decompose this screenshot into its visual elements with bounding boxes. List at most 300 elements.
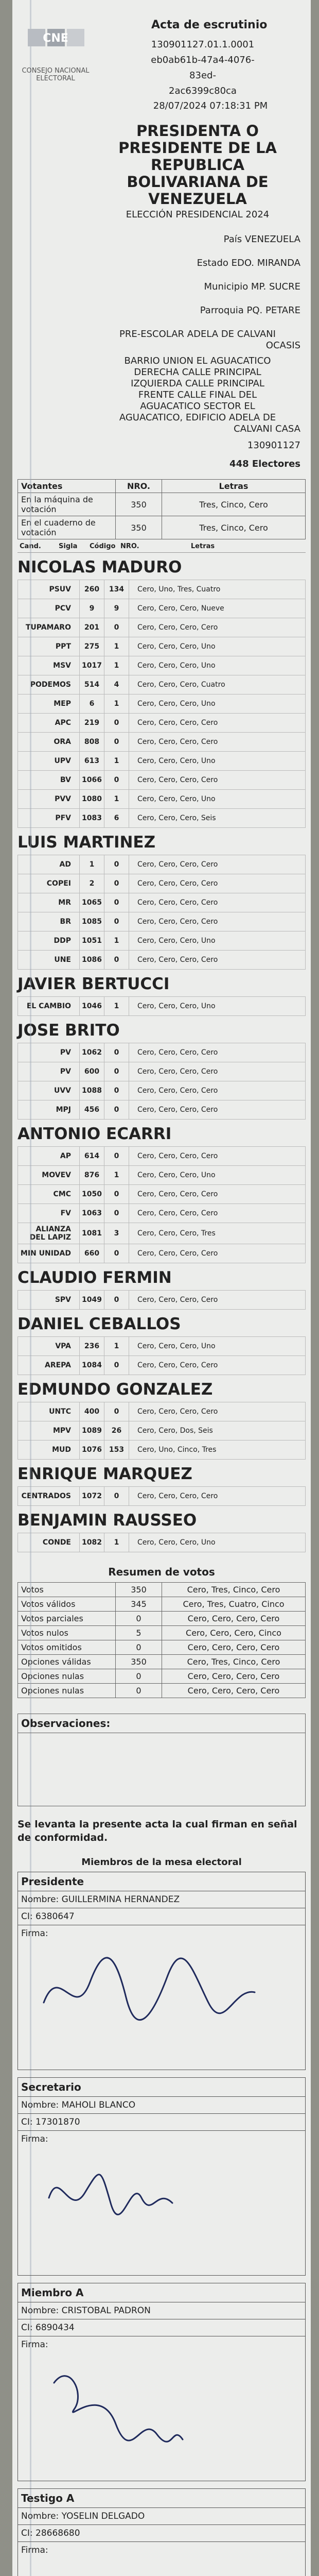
codigo-cell: 2 [80, 874, 104, 893]
resumen-label: Opciones válidas [18, 1655, 116, 1669]
letras-cell: Cero, Cero, Cero, Uno [129, 931, 306, 951]
codigo-cell: 1084 [80, 1356, 104, 1375]
codigo-cell: 660 [80, 1244, 104, 1263]
table-row [18, 912, 306, 931]
sigla-cell: UNTC [18, 1402, 80, 1421]
letras-cell: Cero, Cero, Cero, Cero [129, 1356, 306, 1375]
codigo-cell: 600 [80, 1062, 104, 1081]
table-row [18, 1166, 306, 1185]
letras-cell: Cero, Cero, Cero, Cero [129, 1100, 306, 1120]
member-role: Testigo A [18, 2489, 305, 2508]
votos-cell: 1 [104, 1533, 129, 1552]
table-row [18, 1612, 306, 1626]
codigo-cell: 260 [80, 580, 104, 599]
member-ci: CI: 28668680 [18, 2525, 305, 2542]
codigo-cell: 1049 [80, 1291, 104, 1310]
letras-cell: Cero, Cero, Cero, Cero [129, 714, 306, 733]
sigla-cell: MUD [18, 1440, 80, 1460]
member-card [17, 1872, 306, 2070]
sigla-cell: MIN UNIDAD [18, 1244, 80, 1263]
codigo-cell: 808 [80, 733, 104, 752]
member-role: Secretario [18, 2078, 305, 2097]
codigo-cell: 9 [80, 599, 104, 618]
letras-cell: Cero, Cero, Cero, Cero [129, 1402, 306, 1421]
resumen-letras: Cero, Cero, Cero, Cero [162, 1669, 306, 1684]
letras-cell: Cero, Cero, Cero, Cero [129, 1062, 306, 1081]
acta-title: Acta de escrutinio [151, 19, 268, 31]
votantes-table [17, 479, 306, 539]
member-nombre: Nombre: MAHOLI BLANCO [18, 2097, 305, 2114]
signature-icon [39, 2146, 275, 2260]
letras-cell: Cero, Cero, Cero, Uno [129, 1337, 306, 1356]
sigla-cell: AP [18, 1147, 80, 1166]
codigo-cell: 614 [80, 1147, 104, 1166]
codigo-col: Código [90, 543, 116, 550]
table-row [18, 771, 306, 790]
direccion-line: IZQUIERDA CALLE PRINCIPAL [131, 378, 264, 389]
firma-label: Firma: [21, 2134, 48, 2144]
table-row [18, 1440, 306, 1460]
letras-cell: Cero, Cero, Cero, Cero [129, 1244, 306, 1263]
sigla-cell: ALIANZA DEL LAPIZ [18, 1223, 80, 1244]
letras-cell: Cero, Cero, Cero, Cero [129, 874, 306, 893]
codigo-cell: 1083 [80, 809, 104, 828]
acta-code-line: 130901127.01.1.0001 [151, 39, 255, 50]
votos-cell: 0 [104, 1291, 129, 1310]
miembros-title: Miembros de la mesa electoral [81, 1857, 242, 1868]
member-ci: CI: 6890434 [18, 2319, 305, 2336]
votos-cell: 0 [104, 618, 129, 637]
candidate-name: NICOLAS MADURO [17, 558, 182, 577]
votantes-letras: Tres, Cinco, Cero [162, 493, 306, 516]
office-title-line: PRESIDENTA O [136, 122, 259, 140]
office-title-line: VENEZUELA [148, 190, 247, 208]
candidate-name: BENJAMIN RAUSSEO [17, 1511, 197, 1530]
table-row [18, 1583, 306, 1597]
acta-code-line: eb0ab61b-47a4-4076-83ed- [151, 55, 255, 81]
votos-cell: 9 [104, 599, 129, 618]
sigla-cell: CONDE [18, 1533, 80, 1552]
votos-cell: 0 [104, 1487, 129, 1506]
candidate-name: JAVIER BERTUCCI [17, 975, 170, 993]
votos-cell: 0 [104, 874, 129, 893]
sigla-cell: PSUV [18, 580, 80, 599]
sigla-cell: PCV [18, 599, 80, 618]
electores-count: 448 Electores [229, 459, 300, 469]
member-nombre: Nombre: CRISTOBAL PADRON [18, 2302, 305, 2319]
table-row [18, 809, 306, 828]
letras-cell: Cero, Cero, Cero, Cuatro [129, 675, 306, 694]
sigla-cell: MR [18, 893, 80, 912]
candidate-name: ENRIQUE MARQUEZ [17, 1465, 192, 1483]
member-card [17, 2077, 306, 2276]
codigo-cell: 1062 [80, 1043, 104, 1062]
votos-cell: 1 [104, 931, 129, 951]
letras-cell: Cero, Cero, Cero, Cero [129, 1487, 306, 1506]
candidate-name: LUIS MARTINEZ [17, 833, 156, 852]
votos-cell: 1 [104, 1337, 129, 1356]
table-row [18, 1533, 306, 1552]
resumen-num: 350 [116, 1655, 162, 1669]
table-row [18, 1062, 306, 1081]
office-title-line: PRESIDENTE DE LA [118, 139, 277, 157]
acta-paper [12, 0, 311, 2576]
candidate-votes-table [17, 1336, 306, 1375]
votos-cell: 1 [104, 752, 129, 771]
resumen-label: Opciones nulas [18, 1669, 116, 1684]
codigo-cell: 1 [80, 855, 104, 874]
sigla-cell: BR [18, 912, 80, 931]
votos-cell: 0 [104, 1147, 129, 1166]
codigo-cell: 6 [80, 694, 104, 714]
sigla-col: Sigla [59, 543, 78, 550]
sigla-cell: MPV [18, 1421, 80, 1440]
letras-cell: Cero, Uno, Tres, Cuatro [129, 580, 306, 599]
sigla-cell: AD [18, 855, 80, 874]
member-role: Presidente [18, 1872, 305, 1891]
codigo-cell: 1065 [80, 893, 104, 912]
sigla-cell: AREPA [18, 1356, 80, 1375]
sigla-cell: PPT [18, 637, 80, 656]
table-row [18, 1402, 306, 1421]
codigo-cell: 1066 [80, 771, 104, 790]
codigo-cell: 1080 [80, 790, 104, 809]
table-row [18, 1100, 306, 1120]
codigo-cell: 876 [80, 1166, 104, 1185]
member-ci: CI: 17301870 [18, 2114, 305, 2131]
resumen-label: Opciones nulas [18, 1684, 116, 1698]
sigla-cell: FV [18, 1204, 80, 1223]
candidate-votes-table [17, 1146, 306, 1263]
acta-header [12, 0, 311, 208]
table-row [18, 1684, 306, 1698]
logo-caption: CONSEJO NACIONAL ELECTORAL [22, 67, 90, 82]
resumen-letras: Cero, Tres, Cinco, Cero [162, 1583, 306, 1597]
table-row [18, 951, 306, 970]
votos-cell: 26 [104, 1421, 129, 1440]
sigla-cell: MEP [18, 694, 80, 714]
letras-cell: Cero, Cero, Cero, Uno [129, 656, 306, 675]
votos-cell: 0 [104, 1081, 129, 1100]
letras-col: Letras [162, 480, 306, 493]
resumen-num: 350 [116, 1583, 162, 1597]
members-list [12, 1872, 311, 2576]
codigo-cell: 514 [80, 675, 104, 694]
votos-cell: 153 [104, 1440, 129, 1460]
candidate-votes-table [17, 1402, 306, 1460]
cne-logo-icon [17, 24, 94, 65]
resumen-title: Resumen de votos [108, 1566, 215, 1578]
sigla-cell: TUPAMARO [18, 618, 80, 637]
candidate-votes-table [17, 580, 306, 828]
sigla-cell: PV [18, 1043, 80, 1062]
letras-cell: Cero, Cero, Cero, Uno [129, 694, 306, 714]
conformidad-text: Se levanta la presente acta la cual firman en señal de conformidad. [17, 1819, 297, 1843]
direccion-line: DERECHA CALLE PRINCIPAL [134, 367, 261, 378]
codigo-cell: 400 [80, 1402, 104, 1421]
resumen-label: Votos nulos [18, 1626, 116, 1640]
table-row [18, 997, 306, 1016]
letras-col: Letras [190, 543, 215, 550]
member-card [17, 2488, 306, 2576]
codigo-cell: 1088 [80, 1081, 104, 1100]
table-row [18, 752, 306, 771]
table-row [18, 1223, 306, 1244]
signature-icon [39, 1941, 275, 2054]
sigla-cell: UNE [18, 951, 80, 970]
direccion-line: BARRIO UNION EL AGUACATICO [124, 355, 271, 366]
member-nombre: Nombre: GUILLERMINA HERNANDEZ [18, 1891, 305, 1908]
votos-cell: 1 [104, 637, 129, 656]
resumen-letras: Cero, Cero, Cero, Cinco [162, 1626, 306, 1640]
votos-cell: 1 [104, 694, 129, 714]
candidate-votes-table [17, 996, 306, 1016]
table-row [18, 1626, 306, 1640]
sigla-cell: CENTRADOS [18, 1487, 80, 1506]
sigla-cell: PODEMOS [18, 675, 80, 694]
direccion-line: CALVANI CASA [234, 423, 300, 434]
letras-cell: Cero, Cero, Cero, Cero [129, 1291, 306, 1310]
escuela-line: PRE-ESCOLAR ADELA DE CALVANI [119, 329, 276, 340]
letras-cell: Cero, Cero, Cero, Cero [129, 1043, 306, 1062]
votos-cell: 0 [104, 1185, 129, 1204]
candidate-name: JOSE BRITO [17, 1021, 120, 1040]
table-row [18, 618, 306, 637]
letras-cell: Cero, Cero, Cero, Cero [129, 771, 306, 790]
cne-logo [17, 24, 94, 82]
observaciones-box [17, 1714, 306, 1806]
nro-col: NRO. [120, 543, 139, 550]
direccion-line: AGUACATICO, EDIFICIO ADELA DE [119, 412, 276, 423]
sigla-cell: PFV [18, 809, 80, 828]
office-title-line: BOLIVARIANA DE [127, 173, 269, 191]
codigo-cell: 1089 [80, 1421, 104, 1440]
member-card [17, 2283, 306, 2481]
resumen-num: 345 [116, 1597, 162, 1612]
resumen-table [17, 1582, 306, 1698]
table-row [18, 1421, 306, 1440]
table-row [18, 733, 306, 752]
candidate-votes-table [17, 1533, 306, 1552]
table-row [18, 1244, 306, 1263]
sigla-cell: PV [18, 1062, 80, 1081]
member-firma [18, 2131, 305, 2275]
codigo-cell: 1085 [80, 912, 104, 931]
table-row [18, 1291, 306, 1310]
candidate-name: ANTONIO ECARRI [17, 1125, 172, 1143]
candidate-name: CLAUDIO FERMIN [17, 1268, 172, 1287]
sigla-cell: MSV [18, 656, 80, 675]
table-row [18, 1487, 306, 1506]
acta-code [141, 37, 264, 99]
votos-cell: 3 [104, 1223, 129, 1244]
acta-datetime: 28/07/2024 07:18:31 PM [153, 100, 268, 111]
votos-cell: 6 [104, 809, 129, 828]
resumen-label: Votos omitidos [18, 1640, 116, 1655]
votos-cell: 134 [104, 580, 129, 599]
table-row [18, 1204, 306, 1223]
votos-cell: 1 [104, 1166, 129, 1185]
letras-cell: Cero, Cero, Cero, Cero [129, 951, 306, 970]
codigo-cell: 1050 [80, 1185, 104, 1204]
sigla-cell: APC [18, 714, 80, 733]
table-row [18, 1669, 306, 1684]
table-row [18, 1356, 306, 1375]
pais: País VENEZUELA [223, 234, 300, 245]
letras-cell: Cero, Uno, Cinco, Tres [129, 1440, 306, 1460]
table-row [18, 675, 306, 694]
letras-cell: Cero, Cero, Cero, Cero [129, 893, 306, 912]
table-row [18, 580, 306, 599]
votos-cell: 1 [104, 997, 129, 1016]
member-ci: CI: 6380647 [18, 1908, 305, 1925]
candidates-subheader [17, 539, 306, 553]
codigo-cell: 456 [80, 1100, 104, 1120]
codigo-cell: 1086 [80, 951, 104, 970]
sigla-cell: DDP [18, 931, 80, 951]
candidates-list [12, 558, 311, 1552]
votantes-col: Votantes [18, 480, 116, 493]
votos-cell: 0 [104, 1204, 129, 1223]
table-row [18, 855, 306, 874]
votos-cell: 0 [104, 912, 129, 931]
table-row [18, 1081, 306, 1100]
votos-cell: 0 [104, 733, 129, 752]
resumen-letras: Cero, Cero, Cero, Cero [162, 1684, 306, 1698]
votos-cell: 0 [104, 855, 129, 874]
parroquia: Parroquia PQ. PETARE [200, 305, 300, 316]
resumen-letras: Cero, Cero, Cero, Cero [162, 1612, 306, 1626]
letras-cell: Cero, Cero, Cero, Uno [129, 1166, 306, 1185]
votos-cell: 0 [104, 1402, 129, 1421]
letras-cell: Cero, Cero, Cero, Uno [129, 997, 306, 1016]
cand-col: Cand. [20, 543, 41, 550]
votantes-label: En el cuaderno de votación [18, 516, 116, 539]
table-row [18, 1640, 306, 1655]
votantes-letras: Tres, Cinco, Cero [162, 516, 306, 539]
sigla-cell: UVV [18, 1081, 80, 1100]
table-row [18, 1597, 306, 1612]
codigo-cell: 1051 [80, 931, 104, 951]
letras-cell: Cero, Cero, Cero, Nueve [129, 599, 306, 618]
table-row [18, 1147, 306, 1166]
resumen-num: 0 [116, 1640, 162, 1655]
sigla-cell: SPV [18, 1291, 80, 1310]
resumen-label: Votos válidos [18, 1597, 116, 1612]
member-firma [18, 2336, 305, 2481]
votos-cell: 0 [104, 893, 129, 912]
observaciones-label: Observaciones: [18, 1714, 305, 1733]
votos-cell: 0 [104, 1356, 129, 1375]
codigo-cell: 613 [80, 752, 104, 771]
candidate-name: EDMUNDO GONZALEZ [17, 1380, 213, 1399]
signature-icon [39, 2352, 275, 2465]
votos-cell: 1 [104, 790, 129, 809]
election-meta [12, 191, 311, 479]
resumen-num: 0 [116, 1669, 162, 1684]
letras-cell: Cero, Cero, Dos, Seis [129, 1421, 306, 1440]
letras-cell: Cero, Cero, Cero, Cero [129, 1081, 306, 1100]
letras-cell: Cero, Cero, Cero, Uno [129, 790, 306, 809]
votos-cell: 0 [104, 1062, 129, 1081]
votos-cell: 0 [104, 771, 129, 790]
resumen-letras: Cero, Cero, Cero, Cero [162, 1640, 306, 1655]
letras-cell: Cero, Cero, Cero, Tres [129, 1223, 306, 1244]
svg-text:CNE: CNE [43, 32, 68, 45]
codigo-cell: 1076 [80, 1440, 104, 1460]
acta-code-line: 2ac6399c80ca [169, 86, 237, 96]
letras-cell: Cero, Cero, Cero, Uno [129, 637, 306, 656]
votos-cell: 1 [104, 656, 129, 675]
table-row [18, 599, 306, 618]
letras-cell: Cero, Cero, Cero, Cero [129, 1185, 306, 1204]
sigla-cell: MPJ [18, 1100, 80, 1120]
letras-cell: Cero, Cero, Cero, Cero [129, 855, 306, 874]
table-row [18, 790, 306, 809]
resumen-num: 5 [116, 1626, 162, 1640]
election-name: ELECCIÓN PRESIDENCIAL 2024 [126, 209, 270, 220]
resumen-letras: Cero, Tres, Cuatro, Cinco [162, 1597, 306, 1612]
table-row [18, 893, 306, 912]
candidate-name: DANIEL CEBALLOS [17, 1315, 181, 1333]
estado: Estado EDO. MIRANDA [197, 258, 300, 268]
member-firma [18, 1925, 305, 2070]
candidate-votes-table [17, 1290, 306, 1310]
letras-cell: Cero, Cero, Cero, Cero [129, 1147, 306, 1166]
resumen-num: 0 [116, 1612, 162, 1626]
member-role: Miembro A [18, 2283, 305, 2302]
sigla-cell: ORA [18, 733, 80, 752]
candidate-votes-table [17, 1486, 306, 1506]
firma-label: Firma: [21, 2340, 48, 2350]
votantes-num: 350 [116, 493, 162, 516]
firma-label: Firma: [21, 1928, 48, 1939]
votos-cell: 0 [104, 1100, 129, 1120]
nro-col: NRO. [116, 480, 162, 493]
votantes-label: En la máquina de votación [18, 493, 116, 516]
table-row [18, 874, 306, 893]
codigo-cell: 219 [80, 714, 104, 733]
letras-cell: Cero, Cero, Cero, Cero [129, 912, 306, 931]
sigla-cell: COPEI [18, 874, 80, 893]
table-row [18, 1043, 306, 1062]
votos-cell: 0 [104, 1043, 129, 1062]
codigo-cell: 1046 [80, 997, 104, 1016]
sigla-cell: UPV [18, 752, 80, 771]
codigo-cell: 1063 [80, 1204, 104, 1223]
letras-cell: Cero, Cero, Cero, Cero [129, 618, 306, 637]
codigo-cell: 201 [80, 618, 104, 637]
sigla-cell: VPA [18, 1337, 80, 1356]
table-row [18, 714, 306, 733]
table-row [18, 694, 306, 714]
candidate-votes-table [17, 1043, 306, 1120]
table-row [18, 1655, 306, 1669]
resumen-letras: Cero, Tres, Cinco, Cero [162, 1655, 306, 1669]
letras-cell: Cero, Cero, Cero, Uno [129, 1533, 306, 1552]
votos-cell: 4 [104, 675, 129, 694]
municipio: Municipio MP. SUCRE [204, 281, 300, 292]
letras-cell: Cero, Cero, Cero, Cero [129, 1204, 306, 1223]
votos-cell: 0 [104, 951, 129, 970]
resumen-label: Votos parciales [18, 1612, 116, 1626]
codigo-cell: 1081 [80, 1223, 104, 1244]
sigla-cell: PVV [18, 790, 80, 809]
votos-cell: 0 [104, 1244, 129, 1263]
member-firma [18, 2542, 305, 2576]
signature-icon [39, 2557, 275, 2576]
direccion-line: FRENTE CALLE FINAL DEL [138, 389, 257, 400]
